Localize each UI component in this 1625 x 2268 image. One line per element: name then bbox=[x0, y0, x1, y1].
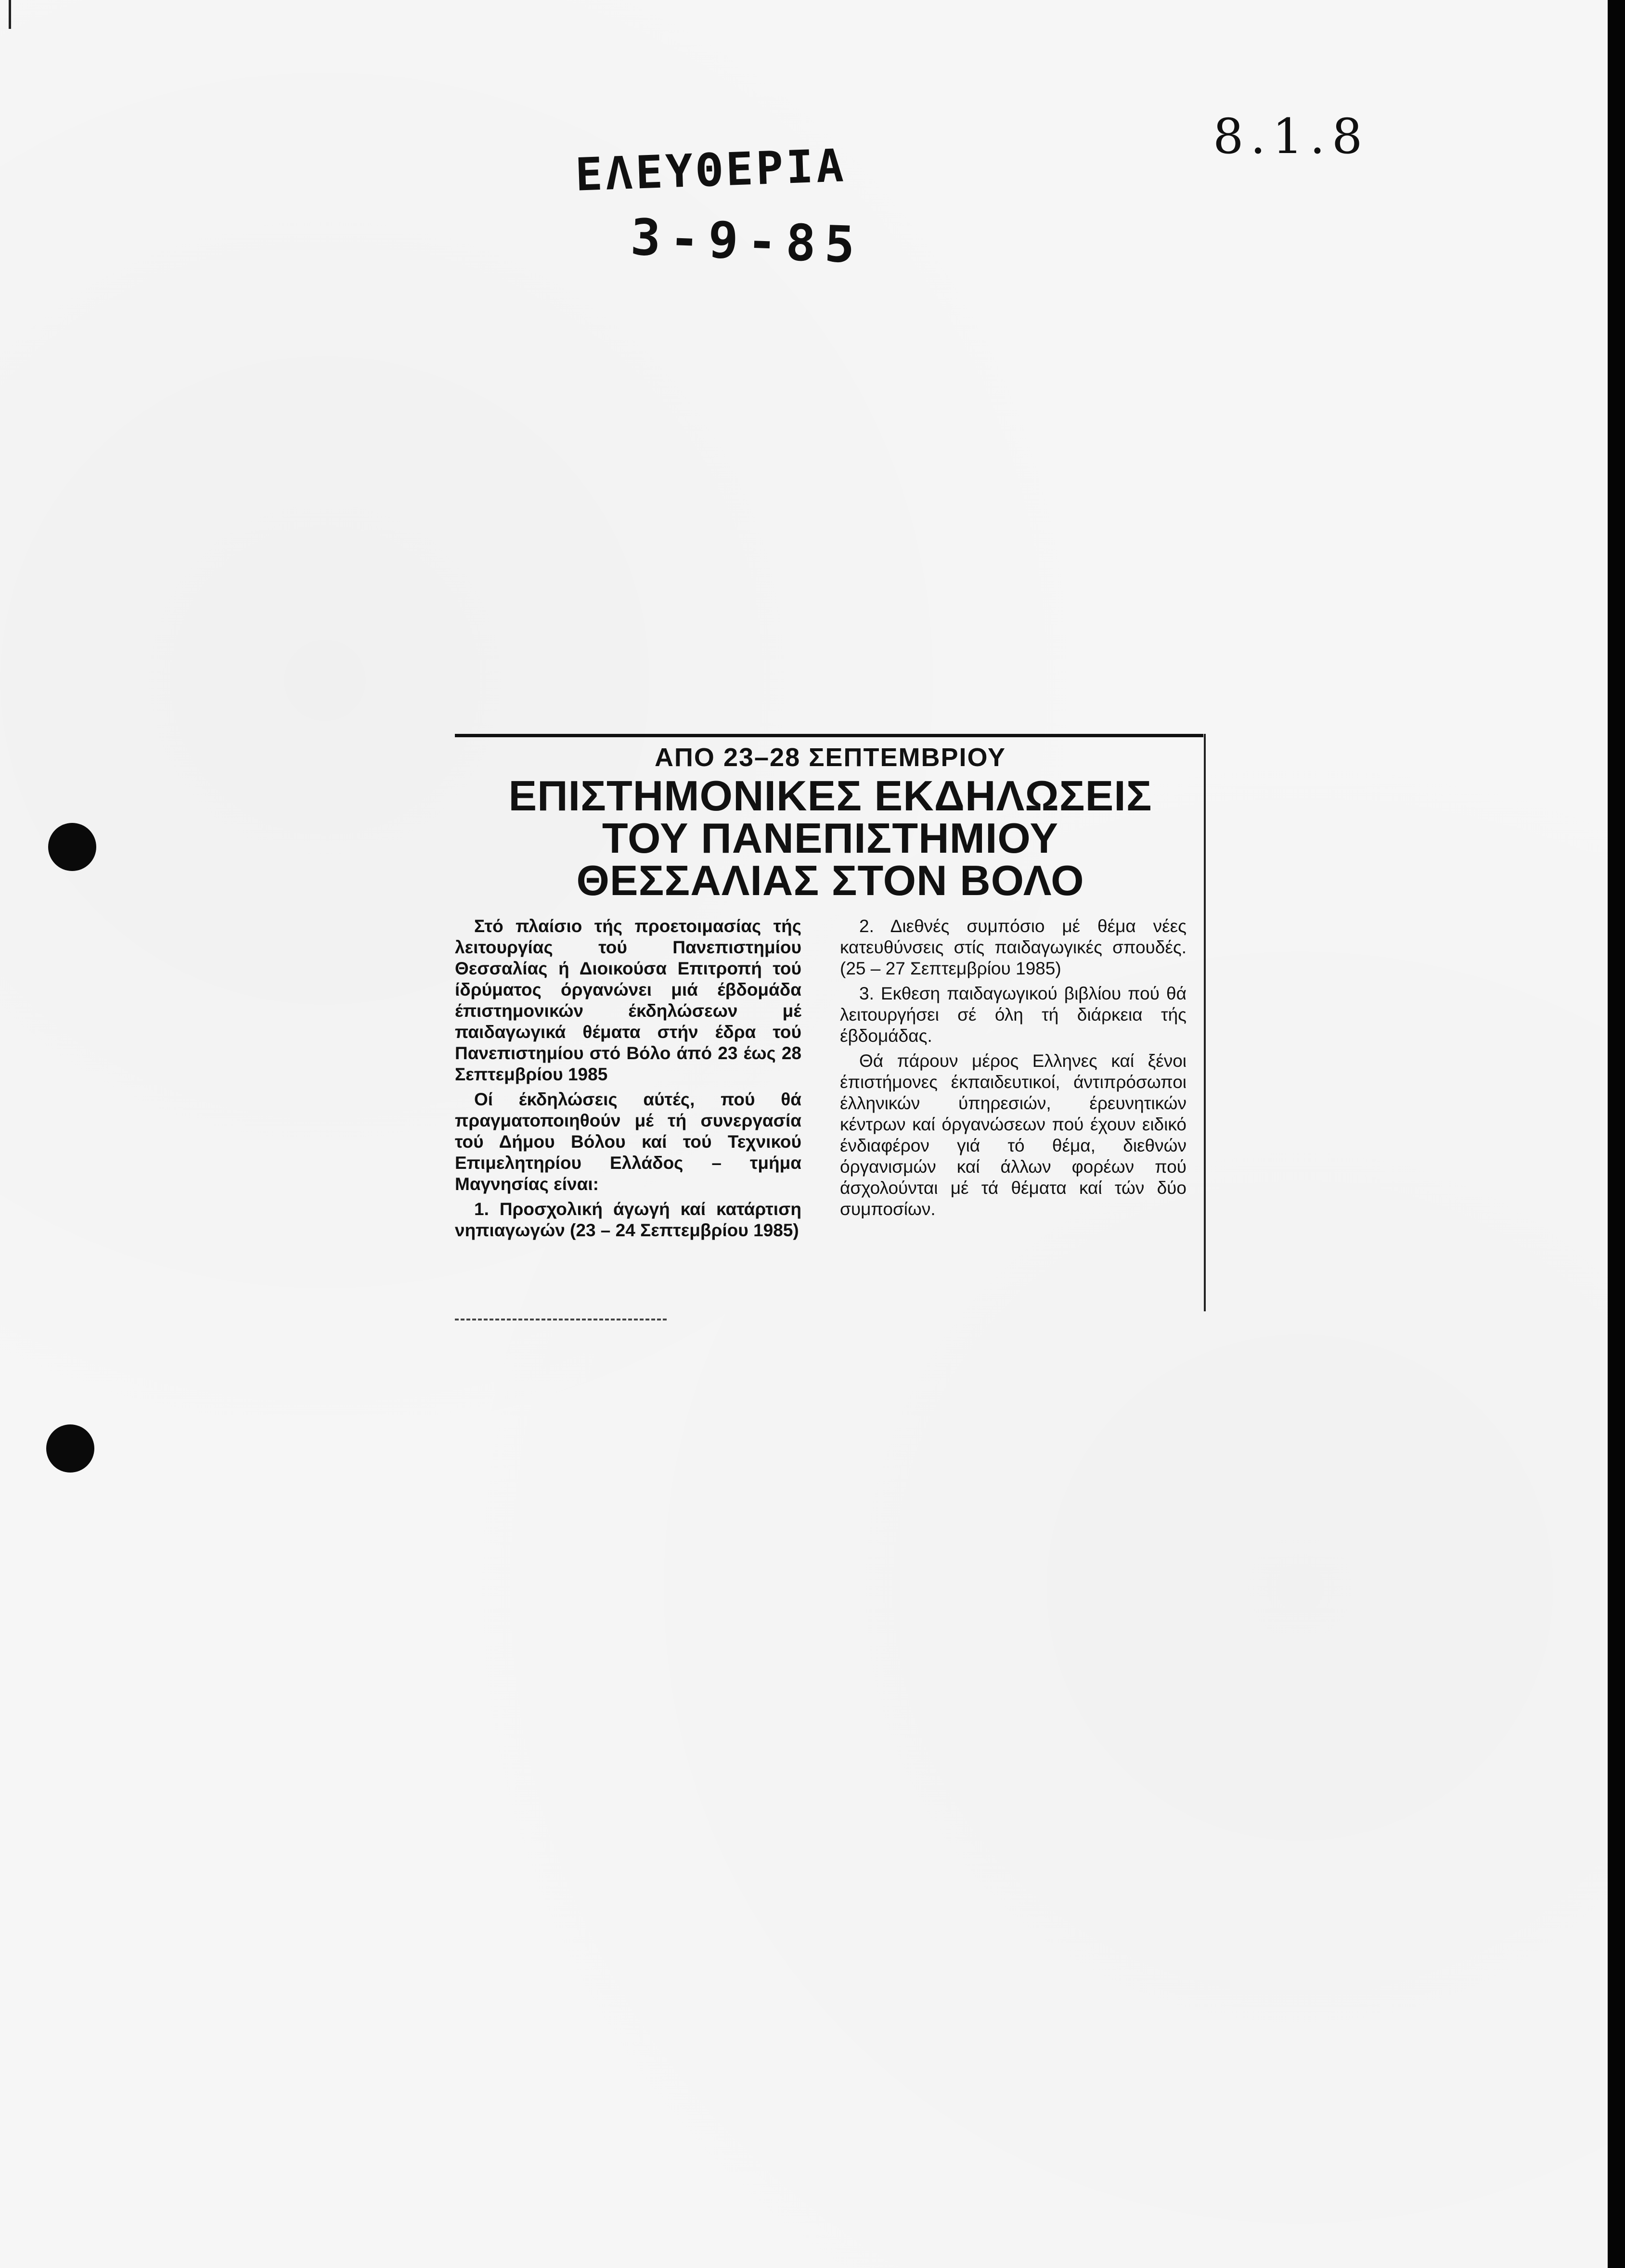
article-paragraph: Θά πάρουν μέρος Ελληνες καί ξένοι έπιστήμονες έκπαιδευτικοί, άντιπρόσωποι έλληνικών ύπηρεσιών, έρευνητικών κέντρων καί όργανώσεων πού έχουν ειδικό ένδιαφέρον γιά τό θέμα, διεθνών όργανισμών καί άλλων φορέων πού άσχολούνται μέ τά θέματα καί τών δύο συμποσίων. bbox=[840, 1051, 1187, 1219]
handwritten-reference-number: 8.1.8 bbox=[1213, 108, 1369, 165]
headline-line: ΕΠΙΣΤΗΜΟΝΙΚΕΣ ΕΚΔΗΛΩΣΕΙΣ bbox=[508, 772, 1152, 820]
article-paragraph: Στό πλαίσιο τής προετοιμασίας τής λειτουργίας τού Πανεπιστημίου Θεσσαλίας ή Διοικούσα Επιτροπή τού ίδρύματος όργανώνει μιά έβδομάδα έπιστημονικών έκδηλώσεων μέ παιδαγωγικά θέματα στήν έδρα τού Πανεπιστημίου στό Βόλο άπό 23 έως 28 Σεπτεμβρίου 1985 bbox=[455, 916, 801, 1084]
handwritten-date: 3-9-85 bbox=[630, 207, 864, 275]
article-paragraph: 2. Διεθνές συμπόσιο μέ θέμα νέες κατευθύνσεις στίς παιδαγωγικές σπουδές. (25 – 27 Σεπτεμβρίου 1985) bbox=[840, 916, 1187, 978]
clipping-bottom-rule bbox=[455, 1319, 667, 1320]
article-left-column bbox=[455, 916, 801, 1245]
article-right-column bbox=[840, 916, 1187, 1224]
article-paragraph: Οί έκδηλώσεις αύτές, πού θά πραγματοποιηθούν μέ τή συνεργασία τού Δήμου Βόλου καί τού Τεχνικού Επιμελητηρίου Ελλάδος – τμήμα Μαγνησίας είναι: bbox=[455, 1089, 801, 1194]
punch-hole-top bbox=[48, 823, 96, 871]
punch-hole-bottom bbox=[46, 1424, 94, 1473]
newspaper-clipping bbox=[455, 734, 1206, 1316]
clipping-top-rule bbox=[455, 734, 1203, 737]
article-paragraph: 3. Εκθεση παιδαγωγικού βιβλίου πού θά λειτουργήσει σέ όλη τή διάρκεια τής έβδομάδας. bbox=[840, 984, 1187, 1046]
headline-line: ΤΟΥ ΠΑΝΕΠΙΣΤΗΜΙΟΥ bbox=[602, 814, 1059, 862]
article-paragraph: 1. Προσχολική άγωγή καί κατάρτιση νηπιαγωγών (23 – 24 Σεπτεμβρίου 1985) bbox=[455, 1199, 801, 1240]
handwritten-newspaper-name: ΕΛΕΥΘΕΡΙΑ bbox=[574, 140, 848, 202]
scan-edge-shadow bbox=[1608, 0, 1625, 2268]
article-kicker: ΑΠΟ 23–28 ΣΕΠΤΕΜΒΡΙΟΥ bbox=[654, 743, 1006, 772]
headline-line: ΘΕΣΣΑΛΙΑΣ ΣΤΟΝ ΒΟΛΟ bbox=[576, 857, 1084, 904]
scan-corner-mark bbox=[9, 0, 11, 29]
article-headline bbox=[455, 772, 1206, 904]
